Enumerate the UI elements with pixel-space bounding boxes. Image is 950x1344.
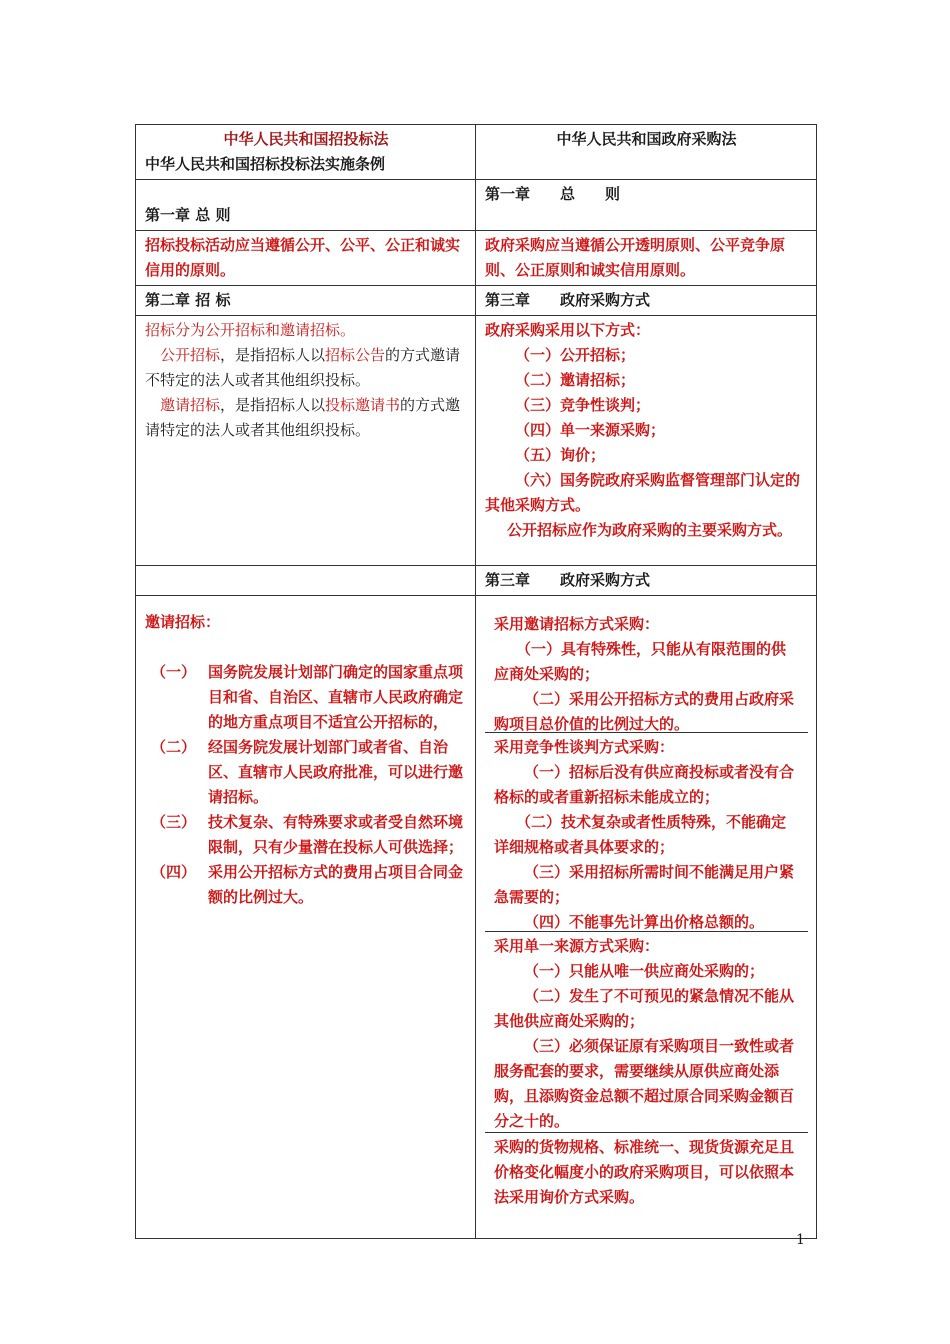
left-empty-cell: [136, 566, 476, 596]
right-header-cell: [476, 125, 817, 180]
list-item: （二） 经国务院发展计划部门或者省、自治区、直辖市人民政府批准，可以进行邀请招标。: [151, 738, 464, 806]
right-chapter-3-repeat: 第三章 政府采购方式: [476, 566, 817, 596]
list-item: （一） 国务院发展计划部门确定的国家重点项目和省、自治区、直辖市人民政府确定的地方重点项目不适宜公开招标的，: [151, 663, 464, 731]
right-chapter-3: 第三章 政府采购方式: [476, 286, 817, 316]
left-tender-types: 招标分为公开招标和邀请招标。 公开招标，是指招标人以招标公告的方式邀请不特定的法人或者其他组织投标。 邀请招标，是指招标人以投标邀请书的方式邀请特定的法人或者其他组织投标。: [136, 316, 476, 566]
right-chapter-1: 第一章 总 则: [476, 180, 817, 231]
table-row: [136, 231, 817, 286]
left-principle: 招标投标活动应当遵循公开、公平、公正和诚实信用的原则。: [136, 231, 476, 286]
right-principle: 政府采购应当遵循公开透明原则、公平竞争原则、公正原则和诚实信用原则。: [476, 231, 817, 286]
list-item: （四） 采用公开招标方式的费用占项目合同金额的比例过大。: [151, 863, 464, 906]
table-row: [136, 596, 817, 1239]
inquiry-conditions-block: 采购的货物规格、标准统一、现货货源充足且价格变化幅度小的政府采购项目，可以依照本法采用询价方式采购。: [494, 1138, 795, 1206]
table-row: [136, 566, 817, 596]
single-source-conditions-block: 采用单一来源方式采购： （一）只能从唯一供应商处采购的； （二）发生了不可预见的紧急情况不能从其他供应商处采购的； （三）必须保证原有采购项目一致性或者服务配套的要求，需要继续从原供应商处添购，且添购资金总额不超过原合同采购金额百分之十的。: [485, 932, 808, 1133]
negotiation-conditions-block: 采用竞争性谈判方式采购： （一）招标后没有供应商投标或者没有合格标的或者重新招标未能成立的； （二）技术复杂或者性质特殊，不能确定详细规格或者具体要求的； （三）采用招标所需时间不能满足用户紧急需要的； （四）不能事先计算出价格总额的。: [485, 733, 808, 932]
right-procurement-methods: 政府采购采用以下方式： （一）公开招标； （二）邀请招标； （三）竞争性谈判； （四）单一来源采购； （五）询价； （六）国务院政府采购监督管理部门认定的其他采购方式。 公开招标应作为政府采购的主要采购方式。: [476, 316, 817, 566]
page-number: 1: [796, 1232, 805, 1248]
table-row: [136, 180, 817, 231]
left-title-1: 中华人民共和国招投标法: [223, 130, 389, 148]
left-header-cell: [136, 125, 476, 180]
right-title: 中华人民共和国政府采购法: [556, 130, 737, 148]
left-chapter-2: 第二章 招 标: [136, 286, 476, 316]
table-header-row: [136, 125, 817, 180]
left-invite-conditions: 邀请招标： （一） 国务院发展计划部门确定的国家重点项目和省、自治区、直辖市人民政府确定的地方重点项目不适宜公开招标的， （二） 经国务院发展计划部门或者省、自治区、直辖市人民政府批准，可以进行邀请招标。 （三） 技术复杂、有特殊要求或者受自然环境限制，只有少量潜在投标人可供选择； （四） 采用公开招标方式的费用占项目合同金额的比例过大。: [136, 596, 476, 1239]
invite-conditions-block: 采用邀请招标方式采购： （一）具有特殊性，只能从有限范围的供应商处采购的； （二）采用公开招标方式的费用占政府采购项目总价值的比例过大的。: [485, 598, 808, 733]
right-method-conditions: [476, 596, 817, 1239]
table-row: [136, 316, 817, 566]
comparison-table: [135, 124, 817, 1239]
list-item: （三） 技术复杂、有特殊要求或者受自然环境限制，只有少量潜在投标人可供选择；: [151, 813, 464, 856]
left-chapter-1: 第一章 总 则: [136, 180, 476, 231]
left-title-2: 中华人民共和国招标投标法实施条例: [145, 155, 386, 173]
table-row: [136, 286, 817, 316]
